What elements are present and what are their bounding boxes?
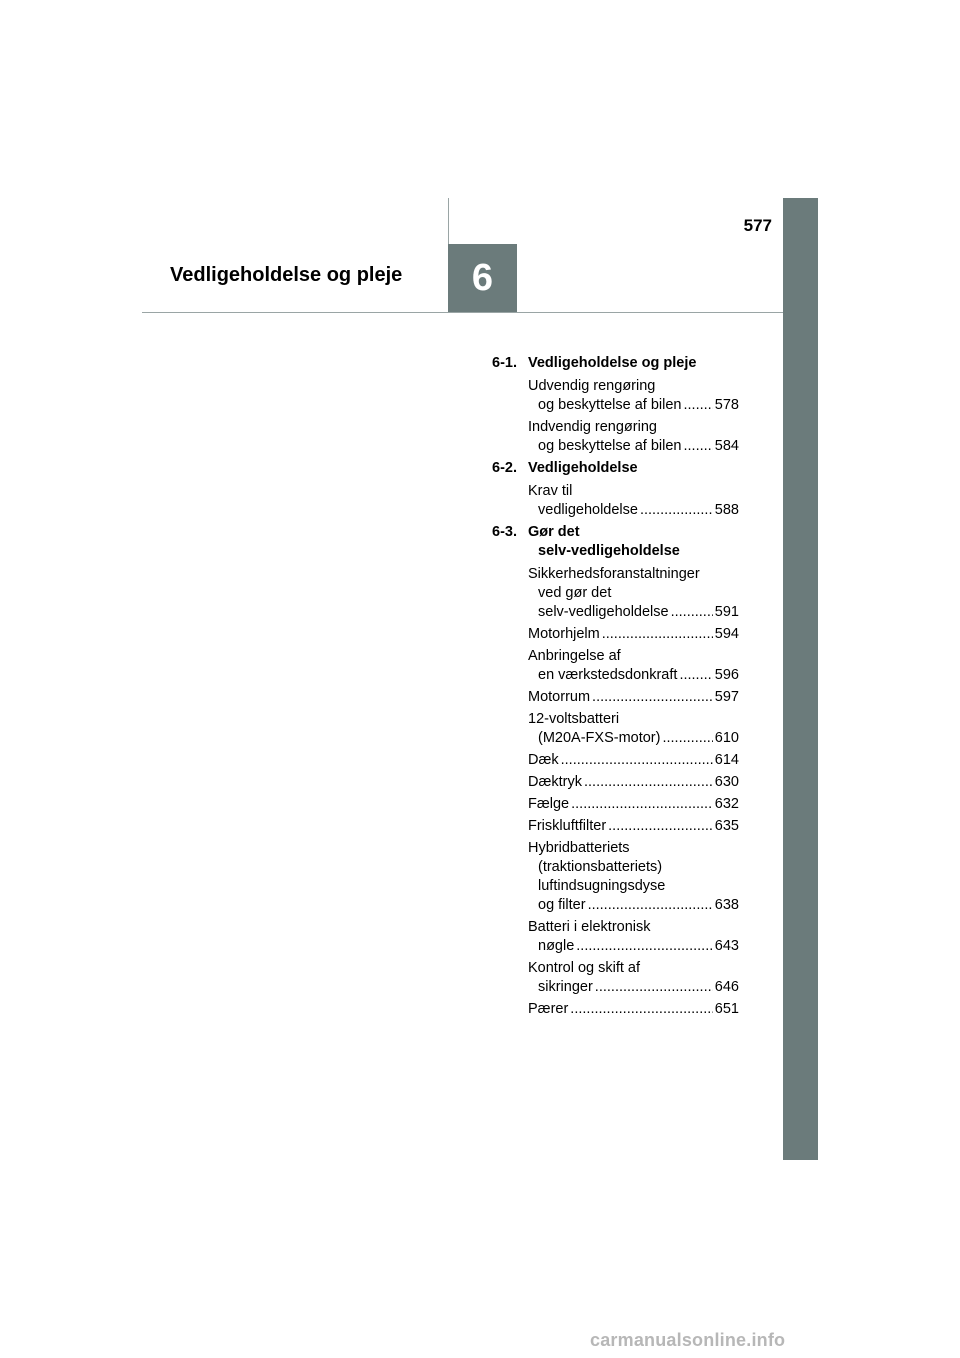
- entry-last-line: [528, 751, 739, 770]
- header-rule: [142, 312, 783, 313]
- toc-entry[interactable]: [528, 710, 739, 748]
- entry-last-line: [528, 795, 739, 814]
- entry-text: Dæk: [528, 752, 559, 768]
- toc-entry[interactable]: [528, 418, 739, 456]
- section-title-line: selv-vedligeholdelse: [538, 543, 680, 559]
- toc-entry[interactable]: [528, 795, 739, 814]
- entry-last-line: [528, 1000, 739, 1019]
- entry-page-number: 578: [714, 397, 739, 413]
- entry-last-line: [528, 729, 739, 748]
- toc-entry[interactable]: [528, 959, 739, 997]
- toc-entry[interactable]: [528, 773, 739, 792]
- section-title: [528, 459, 638, 478]
- entry-last-line: [528, 978, 739, 997]
- leader-dots: [671, 603, 713, 622]
- chapter-number-box: [448, 244, 517, 312]
- entry-text: Hybridbatteriets: [528, 840, 630, 856]
- toc-section: [492, 354, 739, 373]
- leader-dots: [592, 688, 713, 707]
- entry-text: Anbringelse af: [528, 648, 621, 664]
- entry-text: Friskluftfilter: [528, 818, 607, 834]
- toc-entry[interactable]: [528, 1000, 739, 1019]
- entry-text: selv-vedligeholdelse: [538, 604, 669, 620]
- entry-last-line: [528, 896, 739, 915]
- header-vertical-rule: [448, 198, 449, 244]
- leader-dots: [683, 396, 712, 415]
- chapter-side-tab: [783, 198, 818, 1160]
- leader-dots: [584, 773, 713, 792]
- entry-last-line: [528, 666, 739, 685]
- toc-entry[interactable]: [528, 377, 739, 415]
- chapter-title: Vedligeholdelse og pleje: [170, 264, 403, 286]
- entry-page-number: 610: [714, 730, 739, 746]
- entry-page-number: 638: [714, 897, 739, 913]
- entry-page-number: 588: [714, 502, 739, 518]
- toc-entry[interactable]: [528, 918, 739, 956]
- entry-text: Krav til: [528, 483, 573, 499]
- entry-page-number: 591: [714, 604, 739, 620]
- entry-page-number: 630: [714, 774, 739, 790]
- entry-page-number: 643: [714, 938, 739, 954]
- leader-dots: [570, 1000, 713, 1019]
- entry-text: Motorhjelm: [528, 626, 600, 642]
- toc-section: [492, 459, 739, 478]
- entry-last-line: [528, 501, 739, 520]
- entry-text: Motorrum: [528, 689, 591, 705]
- entry-last-line: [528, 937, 739, 956]
- entry-last-line: [528, 817, 739, 836]
- entry-text: luftindsugningsdyse: [538, 878, 666, 894]
- entry-page-number: 651: [714, 1001, 739, 1017]
- entry-text: Dæktryk: [528, 774, 582, 790]
- section-title-line: Vedligeholdelse: [528, 460, 638, 476]
- entry-page-number: 584: [714, 438, 739, 454]
- leader-dots: [608, 817, 713, 836]
- leader-dots: [571, 795, 713, 814]
- toc-entry[interactable]: [528, 839, 739, 915]
- entry-text: sikringer: [538, 979, 593, 995]
- entry-page-number: 614: [714, 752, 739, 768]
- entry-page-number: 632: [714, 796, 739, 812]
- section-title: [528, 354, 696, 373]
- toc-entry[interactable]: [528, 817, 739, 836]
- entry-last-line: [528, 773, 739, 792]
- section-number: 6-2.: [492, 460, 517, 476]
- entry-text: (M20A-FXS-motor): [538, 730, 661, 746]
- toc-section: [492, 523, 739, 561]
- entry-last-line: [528, 396, 739, 415]
- entry-text: (traktionsbatteriets): [538, 859, 663, 875]
- leader-dots: [595, 978, 713, 997]
- entry-text: Udvendig rengøring: [528, 378, 656, 394]
- section-number: 6-1.: [492, 355, 517, 371]
- entry-text: Kontrol og skift af: [528, 960, 641, 976]
- toc-entry[interactable]: [528, 688, 739, 707]
- entry-text: og beskyttelse af bilen: [538, 397, 682, 413]
- leader-dots: [679, 666, 712, 685]
- section-title-line: Gør det: [528, 524, 580, 540]
- entry-text: nøgle: [538, 938, 575, 954]
- entry-last-line: [528, 603, 739, 622]
- entry-text: Fælge: [528, 796, 570, 812]
- entry-page-number: 635: [714, 818, 739, 834]
- leader-dots: [602, 625, 713, 644]
- entry-text: og beskyttelse af bilen: [538, 438, 682, 454]
- entry-text: en værkstedsdonkraft: [538, 667, 678, 683]
- chapter-number: 6: [471, 256, 494, 299]
- section-title-line: Vedligeholdelse og pleje: [528, 355, 697, 371]
- toc-entry[interactable]: [528, 625, 739, 644]
- toc-entry[interactable]: [528, 482, 739, 520]
- entry-text: Batteri i elektronisk: [528, 919, 651, 935]
- entry-page-number: 594: [714, 626, 739, 642]
- entry-last-line: [528, 688, 739, 707]
- section-title: [528, 523, 680, 561]
- entry-page-number: 596: [714, 667, 739, 683]
- leader-dots: [662, 729, 712, 748]
- leader-dots: [683, 437, 712, 456]
- leader-dots: [588, 896, 713, 915]
- entry-page-number: 597: [714, 689, 739, 705]
- page-number: 577: [743, 216, 772, 235]
- toc-entry[interactable]: [528, 565, 739, 622]
- watermark: carmanualsonline.info: [590, 1330, 786, 1350]
- leader-dots: [576, 937, 713, 956]
- leader-dots: [640, 501, 713, 520]
- entry-text: og filter: [538, 897, 586, 913]
- entry-text: Sikkerhedsforanstaltninger: [528, 566, 700, 582]
- section-number: 6-3.: [492, 524, 517, 540]
- toc-entry[interactable]: [528, 751, 739, 770]
- entry-last-line: [528, 625, 739, 644]
- entry-text: Indvendig rengøring: [528, 419, 657, 435]
- toc-entry[interactable]: [528, 647, 739, 685]
- entry-page-number: 646: [714, 979, 739, 995]
- entry-text: ved gør det: [538, 585, 612, 601]
- leader-dots: [561, 751, 713, 770]
- table-of-contents: [492, 354, 739, 1022]
- entry-text: vedligeholdelse: [538, 502, 638, 518]
- entry-text: 12-voltsbatteri: [528, 711, 620, 727]
- entry-text: Pærer: [528, 1001, 569, 1017]
- entry-last-line: [528, 437, 739, 456]
